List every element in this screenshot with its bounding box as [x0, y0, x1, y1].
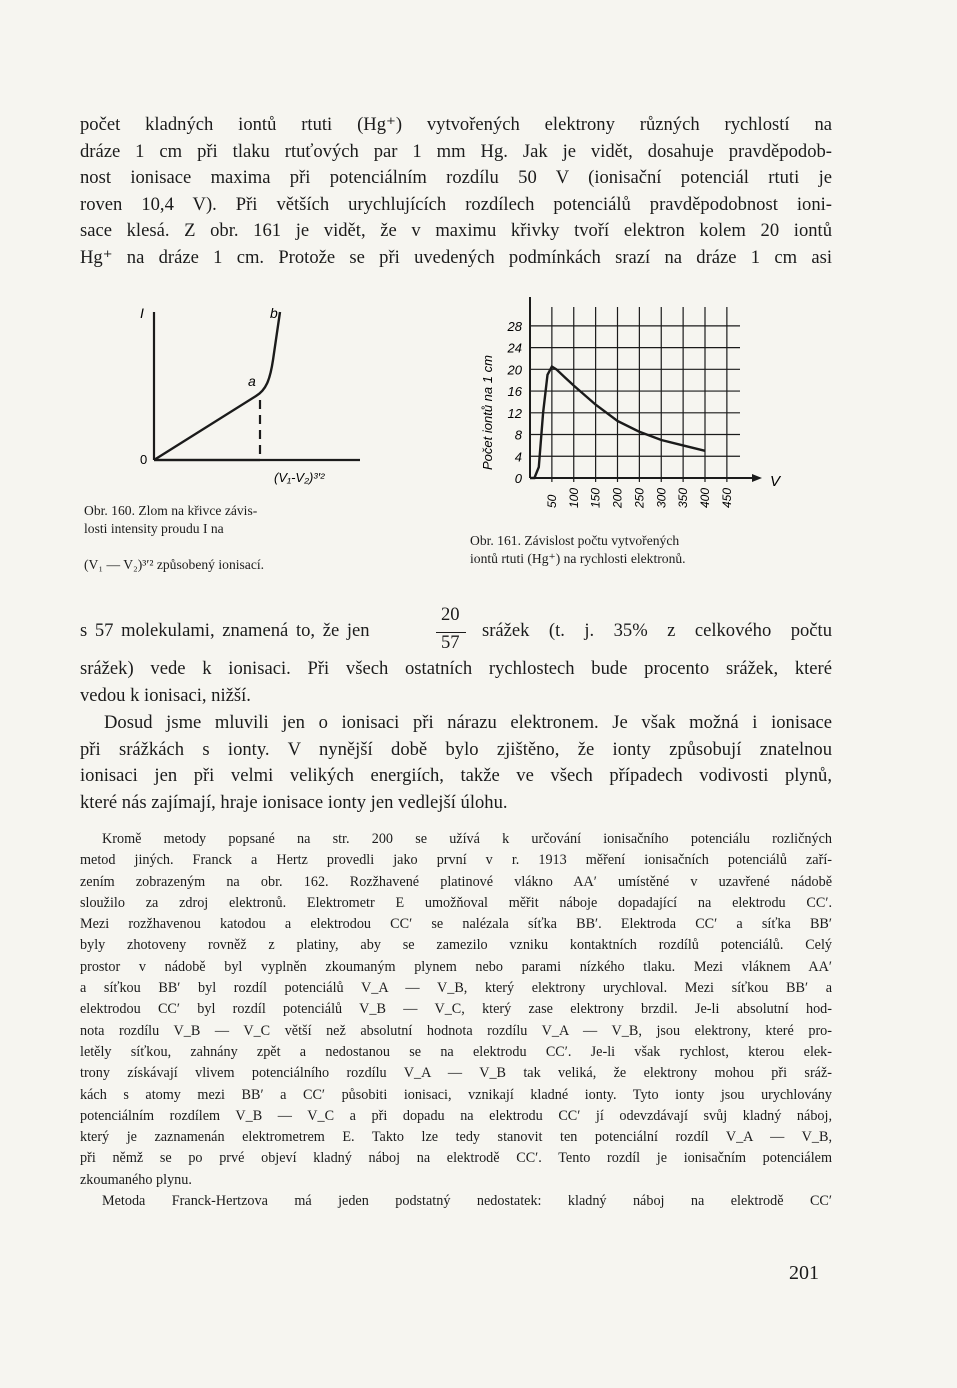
chart-x-arrow	[752, 474, 762, 482]
chart-xtick-label: 50	[544, 494, 559, 508]
chart-xtick-label: 150	[588, 487, 603, 508]
text-line: při srážkách s ionty. V nynější době bylo zjištěno, že ionty způsobují znatelnou	[80, 738, 832, 760]
caption-line: (V₁ — V₂)³′² způsobený ionisací.	[84, 557, 265, 572]
caption-line: Obr. 161. Závislost počtu vytvořených	[470, 533, 680, 548]
text-line: ionisaci jen při velmi velikých energiích, takže ve všech případech vodivosti plynů,	[80, 765, 832, 787]
text-line: které nás zajímají, hraje ionisace ionty jen vedlejší úlohu.	[80, 791, 508, 813]
text-line: počet kladných iontů rtuti (Hg⁺) vytvořených elektrony různých rychlostí na	[80, 114, 832, 135]
small-text-line: potenciálním rozdílem V_B — V_C a při dopadu na elektrodu CC′ jí odevzdávají svůj kladný náboj,	[80, 1107, 832, 1124]
small-text-line: zkoumaného plynu.	[80, 1171, 192, 1188]
fraction-numerator: 20	[441, 604, 460, 625]
small-text-line: kách s atomy mezi BB′ a CC′ působiti ionisaci, vznikají kladné ionty. Tyto ionty jsou urychlovány	[80, 1086, 832, 1103]
fig160-curve	[154, 312, 280, 460]
fraction-denominator: 57	[441, 632, 460, 653]
chart-xtick-label: 450	[719, 487, 734, 508]
figure-161-chart	[470, 295, 790, 535]
small-text-line: letěly síťkou, zahnány zpět a nedostanou se na elektrodu CC′. Je-li však rychlost, kterou elek-	[80, 1043, 832, 1060]
caption-line: iontů rtuti (Hg⁺) na rychlosti elektronů.	[470, 551, 686, 566]
caption-line: Obr. 160. Zlom na křivce závis-	[84, 503, 258, 518]
chart-xtick-label: 250	[632, 487, 647, 508]
fig161-caption	[470, 532, 686, 568]
small-text-line: zením zobrazeným na obr. 162. Rozžhavené platinové vlákno AA′ umístěné v uzavřené nádobě	[80, 873, 832, 890]
text-line: roven 10,4 V). Při větších urychlujících rozdílech potenciálů pravděpodobnost ioni-	[80, 193, 832, 215]
chart-xtick-label: 400	[698, 487, 712, 508]
equation-before: s 57 molekulami, znamená to, že jen	[80, 620, 370, 641]
chart-ytick-label: 24	[507, 340, 522, 356]
text-line: nost ionisace maxima při potenciálním rozdílu 50 V (ionisační potenciál rtuti je	[80, 167, 832, 189]
caption-line: losti intensity proudu I na	[84, 521, 224, 536]
chart-xtick-label: 300	[654, 487, 669, 508]
small-text-line: byly zhotoveny rovněž z platiny, aby se zamezilo vzniku kontaktních rozdílů potenciálů. Celý	[80, 937, 832, 954]
chart-xtick-label: 100	[566, 487, 581, 508]
small-text-line: Kromě metody popsané na str. 200 se užívá k určování ionisačního potenciálu rozličných	[102, 831, 832, 847]
chart-ytick-label: 12	[507, 405, 522, 421]
fig160-caption	[84, 502, 264, 574]
small-text-line: a síťkou BB′ byl rozdíl potenciálů V_A — V_B, který elektrony urychloval. Mezi síťkou BB′ a	[80, 980, 832, 997]
paragraph-mid	[80, 656, 832, 709]
chart-xtick-label: 200	[610, 487, 625, 508]
chart-ytick-label: 0	[514, 471, 522, 486]
text-line: Hg⁺ na dráze 1 cm. Protože se při uvedených podmínkách srazí na dráze 1 cm asi	[80, 246, 832, 268]
equation-after: srážek (t. j. 35% z celkového počtu	[482, 620, 832, 641]
text-line: srážek) vede k ionisaci. Při všech ostatních rychlostech bude procento srážek, které	[80, 658, 832, 679]
small-text-line: elektrodou CC′ byl rozdíl potenciálů V_B — V_C, který zase elektrony brzdil. Je-li absolutní hod-	[80, 1001, 832, 1018]
small-text-line: při němž se po prvé objeví kladný náboj na elektrodě CC′. Tento rozdíl je ionisačním potenciálem	[80, 1150, 832, 1167]
chart-xunit: V	[770, 473, 781, 490]
figure-160	[128, 300, 378, 490]
chart-ytick-label: 4	[514, 449, 522, 465]
chart-ytick-label: 16	[507, 384, 522, 400]
small-text-line: který je zaznamenán elektrometrem E. Takto lze tedy stanovit ten potenciální rozdíl V_A — V_B,	[80, 1129, 832, 1146]
fig160-xlabel: (V₁-V₂)³′²	[274, 470, 325, 485]
small-text-line: sloužilo za zdroj elektronů. Elektrometr E umožňoval měřit náboje dopadající na elektrodu CC′.	[80, 894, 832, 911]
text-line: sace klesá. Z obr. 161 je vidět, že v maximu křivky tvoří elektron kolem 20 iontů	[80, 220, 832, 242]
fig160-label-origin: 0	[140, 452, 148, 467]
chart-ytick-label: 28	[507, 318, 522, 334]
fig160-label-I: I	[140, 305, 144, 321]
small-text-line: nota rozdílu V_B — V_C větší než absolutní hodnota rozdílu V_A — V_B, jsou elektrony, které pro-	[80, 1022, 832, 1039]
chart-ylabel: Počet iontů na 1 cm	[480, 355, 495, 470]
equation-line	[80, 604, 832, 660]
chart-ytick-label: 20	[507, 362, 522, 378]
small-text-line: Mezi rozžhavenou katodou a elektrodou CC′ se nalézala síťka BB′. Elektroda CC′ a síťka BB′	[80, 916, 832, 933]
small-text-line: trony získávají vlivem potenciálního rozdílu V_A — V_B tak veliká, že elektrony mohou při sráž-	[80, 1065, 832, 1082]
small-text-line: prostor v nádobě byl vyplněn zkoumaným plynem nebo parami nízkého tlaku. Mezi vláknem AA′	[80, 958, 832, 975]
page-number: 201	[789, 1262, 819, 1284]
small-text-line: Metoda Franck-Hertzova má jeden podstatný nedostatek: kladný náboj na elektrodě CC′	[102, 1193, 832, 1210]
text-line: Dosud jsme mluvili jen o ionisaci při nárazu elektronem. Je však možná i ionisace	[104, 712, 832, 733]
text-line: vedou k ionisaci, nižší.	[80, 684, 251, 706]
chart-ytick-label: 8	[514, 427, 522, 443]
fig160-label-b: b	[270, 305, 278, 321]
chart-xtick-label: 350	[676, 487, 691, 508]
small-text-line: metod jiných. Franck a Hertz provedli jako první v r. 1913 měření ionisačních potenciálů zaří-	[80, 852, 832, 869]
paragraph-ions	[80, 710, 832, 816]
paragraph-top	[80, 112, 832, 272]
text-line: dráze 1 cm při tlaku rtuťových par 1 mm Hg. Jak je vidět, dosahuje pravděpodob-	[80, 140, 832, 162]
small-paragraph	[80, 829, 832, 1212]
fig160-label-a: a	[248, 373, 256, 389]
